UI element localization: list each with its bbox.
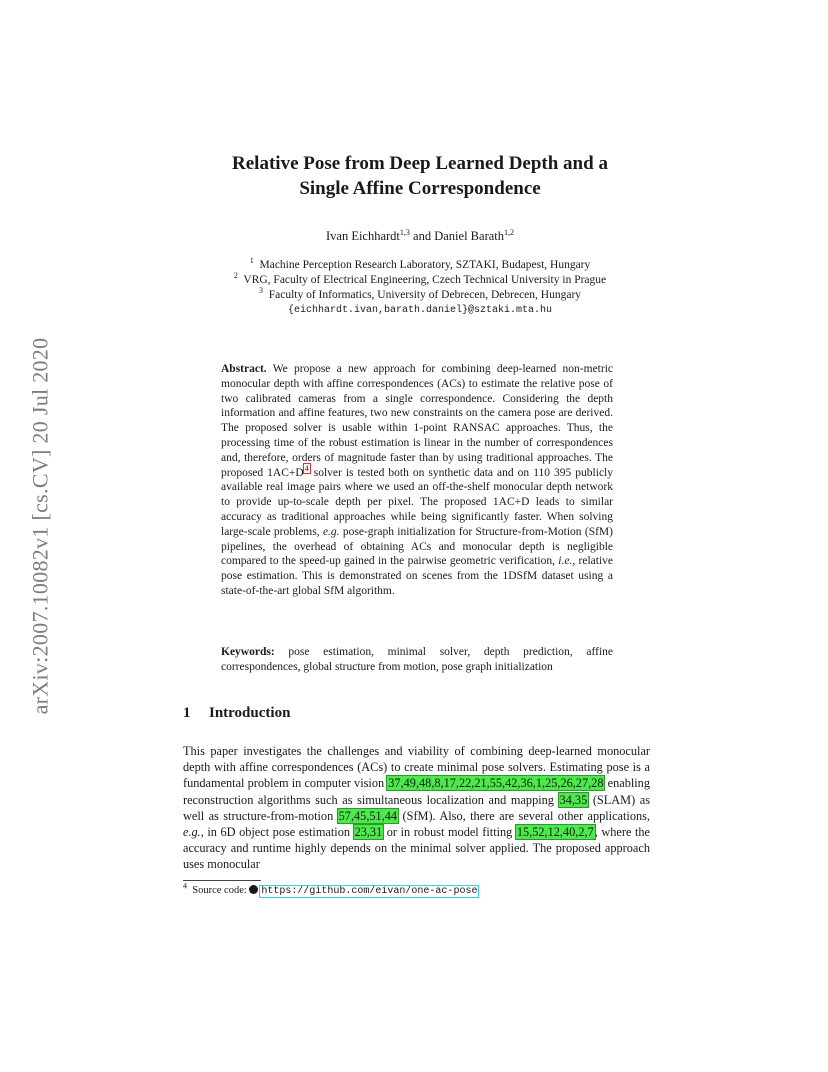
section-heading-introduction [183, 705, 290, 722]
abstract-ie: i.e. [558, 555, 573, 568]
author-1: Ivan Eichhardt [325, 229, 400, 243]
intro-text-2: enabling reconstruction algorithms such as simultaneous localization and mapping [183, 776, 650, 807]
footnote-rule [183, 880, 261, 881]
intro-text-6: or in robust model fitting [383, 825, 516, 840]
citation-link[interactable]: 34,35 [559, 792, 588, 807]
intro-text-3: (SLAM) as well as structure-from-motion [183, 792, 651, 823]
abstract-label: Abstract. [221, 363, 267, 375]
intro-eg: e.g. [183, 825, 201, 840]
abstract-text-1: We propose a new approach for combining deep-learned non-metric monocular depth with affine correspondences (ACs) to estimate the relative pose of two calibrated cameras from a single correspondence. Considering the depth information and affine features, two new constraints on the camera pose are derived. The proposed solver is usable within 1-point RANSAC approaches. Thus, the processing time of the robust estimation is linear in the number of correspondences and, therefore, orders of magnitude faster than by using traditional approaches. The proposed 1AC+D [221, 363, 613, 479]
author-2: Daniel Barath [434, 229, 504, 243]
arxiv-identifier: arXiv:2007.10082v1 [cs.CV] 20 Jul 2020 [27, 337, 53, 715]
footnote-label: Source code: [192, 885, 250, 896]
abstract-text-3: pose-graph initialization for Structure-from-Motion (SfM) pipelines, the overhead of obtaining ACs and monocular depth is negligible compared to the speed-up gained in the pairwise geometric verification, [221, 525, 613, 568]
arxiv-identifier-stamp [20, 296, 60, 756]
citation-link[interactable]: 23,31 [354, 825, 383, 840]
affiliation-3-number: 3 [258, 286, 263, 296]
citation-link[interactable]: 15,52,12,40,2,7 [516, 825, 594, 840]
author-conjunction: and [409, 229, 435, 243]
affiliation-2-number: 2 [233, 271, 238, 281]
affiliation-1 [160, 258, 680, 273]
footnote-link[interactable]: 4 [304, 463, 309, 473]
section-number: 1 [183, 705, 191, 721]
affiliation-1-text: Machine Perception Research Laboratory, SZTAKI, Budapest, Hungary [259, 259, 591, 271]
author-1-affiliation: 1,3 [399, 227, 410, 237]
keywords-label: Keywords: [221, 646, 275, 658]
abstract [221, 362, 613, 599]
intro-text-5: , in 6D object pose estimation [200, 825, 354, 840]
paper-title [140, 151, 700, 201]
footnote [183, 881, 478, 899]
intro-text-1: This paper investigates the challenges and viability of combining deep-learned monocular depth with affine correspondences (ACs) to create minimal pose solvers. Estimating pose is a fundamental problem in computer vision [183, 744, 650, 791]
affiliation-2-text: VRG, Faculty of Electrical Engineering, Czech Technical University in Prague [243, 274, 607, 286]
author-emails: {eichhardt.ivan,barath.daniel}@sztaki.mta.hu [287, 305, 553, 316]
source-code-link[interactable]: https://github.com/eivan/one-ac-pose [261, 886, 478, 897]
abstract-eg: e.g. [322, 525, 340, 538]
abstract-text-2: solver is tested both on synthetic data and on 110 395 publicly available real image pairs where we used an off-the-shelf monocular depth network to provide up-to-scale depth per pixel. The proposed 1AC+D leads to similar accuracy as traditional approaches while being significantly faster. When solving large-scale problems, [221, 466, 613, 538]
affiliation-3-text: Faculty of Informatics, University of Debrecen, Debrecen, Hungary [268, 289, 582, 301]
introduction-paragraph [183, 743, 650, 873]
intro-text-4: (SfM). Also, there are several other applications, [398, 808, 650, 823]
keywords-text: pose estimation, minimal solver, depth prediction, affine correspondences, global structure from motion, pose graph initialization [221, 646, 613, 673]
citation-link[interactable]: 37,49,48,8,17,22,21,55,42,36,1,25,26,27,28 [388, 776, 604, 791]
title-line-1: Relative Pose from Deep Learned Depth and a [232, 153, 608, 174]
abstract-text-4: , relative pose estimation. This is demonstrated on scenes from the 1DSfM dataset using a state-of-the-art global SfM algorithm. [221, 555, 613, 597]
keywords [221, 645, 613, 675]
title-line-2: Single Affine Correspondence [299, 178, 541, 199]
author-list [140, 229, 700, 244]
section-title: Introduction [209, 705, 291, 721]
affiliation-1-number: 1 [249, 256, 254, 266]
github-icon [249, 885, 258, 894]
author-2-affiliation: 1,2 [504, 227, 514, 237]
affiliation-2 [160, 273, 680, 288]
footnote-number: 4 [183, 881, 187, 891]
affiliations [160, 258, 680, 318]
intro-text-7: , where the accuracy and runtime highly depends on the minimal solver applied. The proposed approach uses monocular [183, 825, 650, 872]
affiliation-3 [160, 288, 680, 303]
citation-link[interactable]: 57,45,51,44 [338, 808, 398, 823]
